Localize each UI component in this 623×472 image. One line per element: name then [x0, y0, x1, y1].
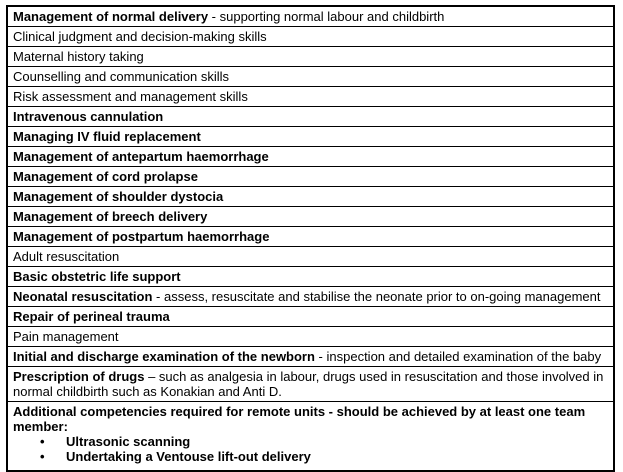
competency-table — [6, 5, 615, 472]
row-normal-text: - supporting normal labour and childbirth — [208, 9, 445, 24]
table-row — [8, 367, 613, 402]
bullet-item-text: Ultrasonic scanning — [66, 434, 191, 449]
row-normal-text: Maternal history taking — [13, 49, 144, 64]
additional-competencies-header: Additional competencies required for remote units - should be achieved by at least one team member: — [13, 404, 586, 434]
row-bold-text: Initial and discharge examination of the newborn — [13, 349, 315, 364]
row-normal-text: - assess, resuscitate and stabilise the neonate prior to on-going management — [152, 289, 601, 304]
row-normal-text: Pain management — [13, 329, 119, 344]
table-row — [8, 7, 613, 27]
row-bold-text: Management of antepartum haemorrhage — [13, 149, 269, 164]
bullet-item-text: Undertaking a Ventouse lift-out delivery — [66, 449, 311, 464]
table-row — [8, 147, 613, 167]
list-item — [13, 449, 608, 464]
table-row — [8, 27, 613, 47]
table-row — [8, 227, 613, 247]
row-normal-text: - inspection and detailed examination of the baby — [314, 349, 602, 364]
table-row — [8, 67, 613, 87]
table-row — [8, 167, 613, 187]
table-row — [8, 107, 613, 127]
table-row — [8, 47, 613, 67]
row-bold-text: Management of breech delivery — [13, 209, 208, 224]
row-normal-text: Counselling and communication skills — [13, 69, 230, 84]
row-normal-text: – such as analgesia in labour, drugs used in resuscitation and those involved in normal childbirth such as Konakian and Anti D. — [13, 369, 604, 399]
row-normal-text: Clinical judgment and decision-making skills — [13, 29, 267, 44]
list-item — [13, 434, 608, 449]
row-bold-text: Repair of perineal trauma — [13, 309, 170, 324]
table-row — [8, 307, 613, 327]
row-normal-text: Risk assessment and management skills — [13, 89, 248, 104]
row-bold-text: Intravenous cannulation — [13, 109, 164, 124]
table-row — [8, 287, 613, 307]
table-row — [8, 207, 613, 227]
row-bold-text: Neonatal resuscitation — [13, 289, 153, 304]
table-row — [8, 87, 613, 107]
bullet-icon: • — [40, 449, 45, 464]
table-row — [8, 347, 613, 367]
row-bold-text: Management of postpartum haemorrhage — [13, 229, 270, 244]
row-bold-text: Managing IV fluid replacement — [13, 129, 201, 144]
row-normal-text: Adult resuscitation — [13, 249, 120, 264]
table-row-additional-competencies — [8, 402, 613, 470]
row-bold-text: Management of shoulder dystocia — [13, 189, 224, 204]
table-row — [8, 187, 613, 207]
row-bold-text: Management of cord prolapse — [13, 169, 198, 184]
table-row — [8, 127, 613, 147]
bullet-list — [13, 434, 608, 468]
table-row — [8, 327, 613, 347]
bullet-icon: • — [40, 434, 45, 449]
row-bold-text: Management of normal delivery — [13, 9, 209, 24]
table-row — [8, 247, 613, 267]
row-bold-text: Basic obstetric life support — [13, 269, 181, 284]
table-row — [8, 267, 613, 287]
row-bold-text: Prescription of drugs — [13, 369, 145, 384]
